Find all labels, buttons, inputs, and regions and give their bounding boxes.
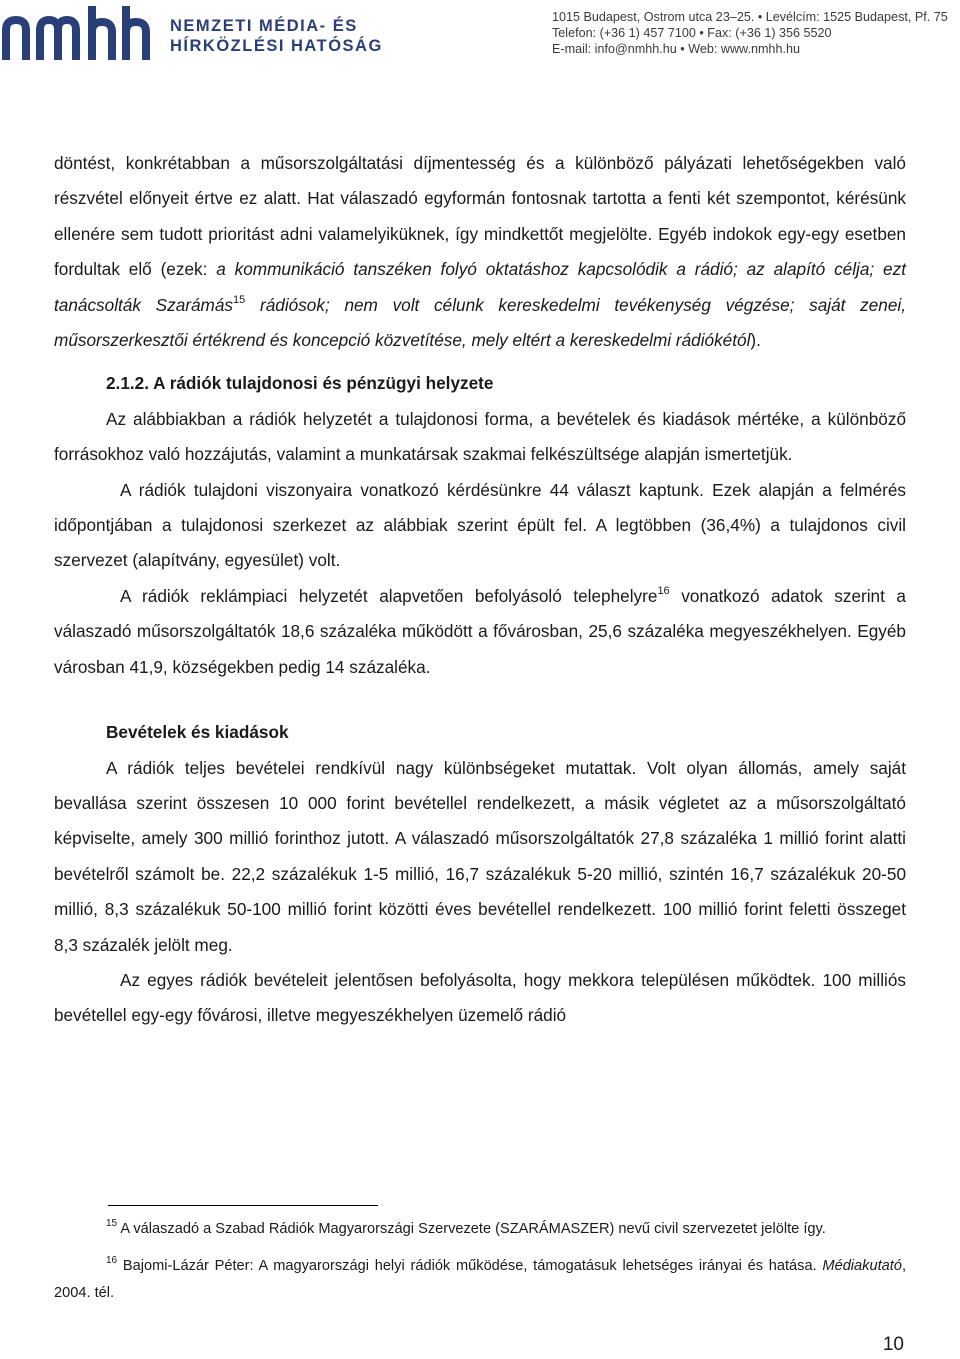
footnote-16-text-b: , 2004. tél.	[54, 1258, 906, 1301]
paragraph-1	[54, 146, 906, 358]
footnote-ref-16[interactable]: 16	[657, 585, 670, 598]
paragraph-1-italic-a: a kommunikáció tanszéken folyó oktatáshoz kapcsolódik a rádió; az alapító célja; ezt tanácsolták Szarámás	[54, 259, 906, 315]
footnote-15-number: 15	[106, 1218, 118, 1230]
letterhead	[0, 0, 960, 72]
paragraph-2: Az alábbiakban a rádiók helyzetét a tulajdonosi forma, a bevételek és kiadások mértéke, a különböző forrásokhoz való hozzájutás, valamint a munkatársak szakmai felkészültsége alapján ismertetjük.	[54, 408, 906, 465]
subheading-revenues-expenses: Bevételek és kiadások	[106, 722, 289, 743]
footnote-15	[54, 1216, 906, 1243]
page-number: 10	[882, 1334, 904, 1355]
footnote-16-number: 16	[106, 1255, 118, 1267]
paragraph-4-text-b: vonatkozó adatok szerint a válaszadó műsorszolgáltatók 18,6 százaléka működött a fővárosban, 25,6 százaléka megyeszékhelyen. Egyéb városban 41,9, községekben pedig 14 százaléka.	[54, 585, 906, 677]
paragraph-4-text-a: A rádiók reklámpiaci helyzetét alapvetően befolyásoló telephelyre	[120, 585, 658, 606]
contact-phone-fax: Telefon: (+36 1) 457 7100 • Fax: (+36 1) 356 5520	[552, 26, 832, 40]
footnote-16-text-a: Bajomi-Lázár Péter: A magyarországi helyi rádiók működése, támogatásuk lehetséges irányai és hatása.	[117, 1258, 823, 1274]
contact-email-web: E-mail: info@nmhh.hu • Web: www.nmhh.hu	[552, 42, 800, 56]
footnote-ref-15[interactable]: 15	[233, 293, 246, 306]
page-body	[54, 146, 906, 1034]
nmhh-logo	[0, 0, 160, 64]
paragraph-1-end: ).	[750, 330, 761, 351]
paragraph-5: A rádiók teljes bevételei rendkívül nagy különbségeket mutattak. Volt olyan állomás, amely saját bevallása szerint összesen 10 000 forint bevétellel rendelkezett, a másik végletet az a műsorszolgáltató képviselte, amely 300 millió forinthoz jutott. A válaszadó műsorszolgáltatók 27,8 százaléka 1 millió forint alatti bevételről számolt be. 22,2 százalékuk 1-5 millió, 16,7 százalékuk 5-20 millió, szintén 16,7 százalékuk 20-50 millió, 8,3 százalékuk 50-100 millió forint közötti éves bevétellel rendelkezett. 100 millió forint feletti összeget 8,3 százalék jelölt meg.	[54, 757, 906, 955]
contact-block	[552, 9, 948, 57]
paragraph-3: A rádiók tulajdoni viszonyaira vonatkozó kérdésünkre 44 választ kaptunk. Ezek alapján a felmérés időpontjában a tulajdonosi szerkezet az alábbiak szerint épült fel. A legtöbben (36,4%) a tulajdonos civil szervezet (alapítvány, egyesület) volt.	[54, 479, 906, 571]
footnote-16	[54, 1253, 906, 1307]
org-name-line-1: NEMZETI MÉDIA- ÉS	[170, 17, 358, 35]
paragraph-1-italic-b: rádiósok; nem volt célunk kereskedelmi tevékenység végzése; saját zenei, műsorszerkesztői értékrend és koncepció közvetítése, mely eltért a kereskedelmi rádiókétól	[54, 294, 906, 351]
paragraph-6: Az egyes rádiók bevételeit jelentősen befolyásolta, hogy mekkora településen működtek. 100 milliós bevétellel egy-egy fővárosi, illetve megyeszékhelyen üzemelő rádió	[54, 969, 906, 1026]
organization-name	[170, 16, 383, 56]
paragraph-4	[54, 579, 906, 685]
footnote-15-text: A válaszadó a Szabad Rádiók Magyarországi Szervezete (SZARÁMASZER) nevű civil szervezetet jelölte így.	[117, 1221, 826, 1237]
contact-address: 1015 Budapest, Ostrom utca 23–25. • Levélcím: 1525 Budapest, Pf. 75	[552, 10, 948, 24]
section-heading-2-1-2: 2.1.2. A rádiók tulajdonosi és pénzügyi helyzete	[106, 373, 494, 394]
paragraph-1-text: döntést, konkrétabban a műsorszolgáltatási díjmentesség és a különböző pályázati lehetőségekben való részvétel előnyeit értve ez alatt. Hat válaszadó egyformán fontosnak tartotta a fenti két szempontot, kérésünk ellenére sem tudott prioritást adni valamelyiküknek, így mindkettőt megjelölte. Egyéb indokok egy-egy esetben fordultak elő (ezek:	[54, 153, 906, 280]
footnote-16-journal: Médiakutató	[822, 1258, 902, 1274]
footnote-separator	[108, 1205, 378, 1206]
org-name-line-2: HÍRKÖZLÉSI HATÓSÁG	[170, 37, 383, 55]
footnotes	[54, 1216, 906, 1317]
